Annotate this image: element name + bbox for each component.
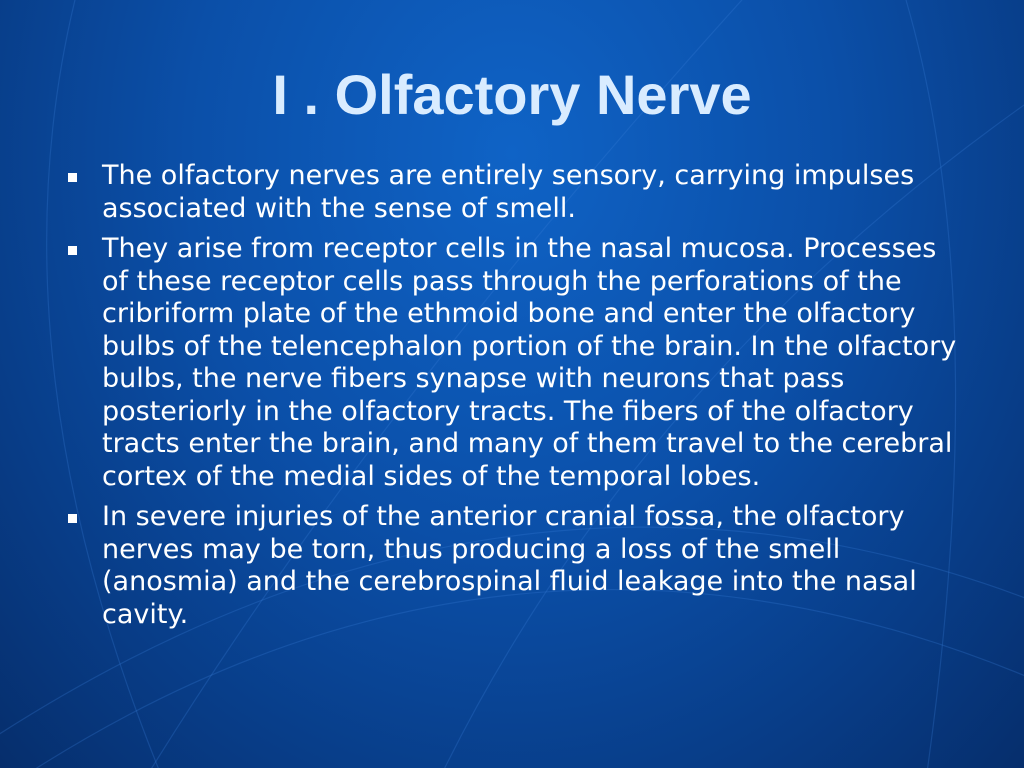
list-item bbox=[64, 233, 964, 493]
bullet-text: In severe injuries of the anterior cranial fossa, the olfactory nerves may be torn, thus producing a loss of the smell (anosmia) and the cerebrospinal fluid leakage into the nasal cavity. bbox=[102, 501, 917, 630]
list-item bbox=[64, 501, 964, 631]
list-item bbox=[64, 160, 964, 225]
bullet-list bbox=[64, 160, 964, 639]
square-bullet-icon bbox=[68, 514, 77, 523]
square-bullet-icon bbox=[68, 173, 77, 182]
slide-title: I . Olfactory Nerve bbox=[272, 63, 752, 126]
square-bullet-icon bbox=[68, 246, 77, 255]
bullet-text: The olfactory nerves are entirely sensory, carrying impulses associated with the sense of smell. bbox=[102, 160, 915, 224]
bullet-text: They arise from receptor cells in the nasal mucosa. Processes of these receptor cells pass through the perforations of the cribriform plate of the ethmoid bone and enter the olfactory bulbs of the telencephalon portion of the brain. In the olfactory bulbs, the nerve fibers synapse with neurons that pass posteriorly in the olfactory tracts. The fibers of the olfactory tracts enter the brain, and many of them travel to the cerebral cortex of the medial sides of the temporal lobes. bbox=[102, 233, 957, 492]
